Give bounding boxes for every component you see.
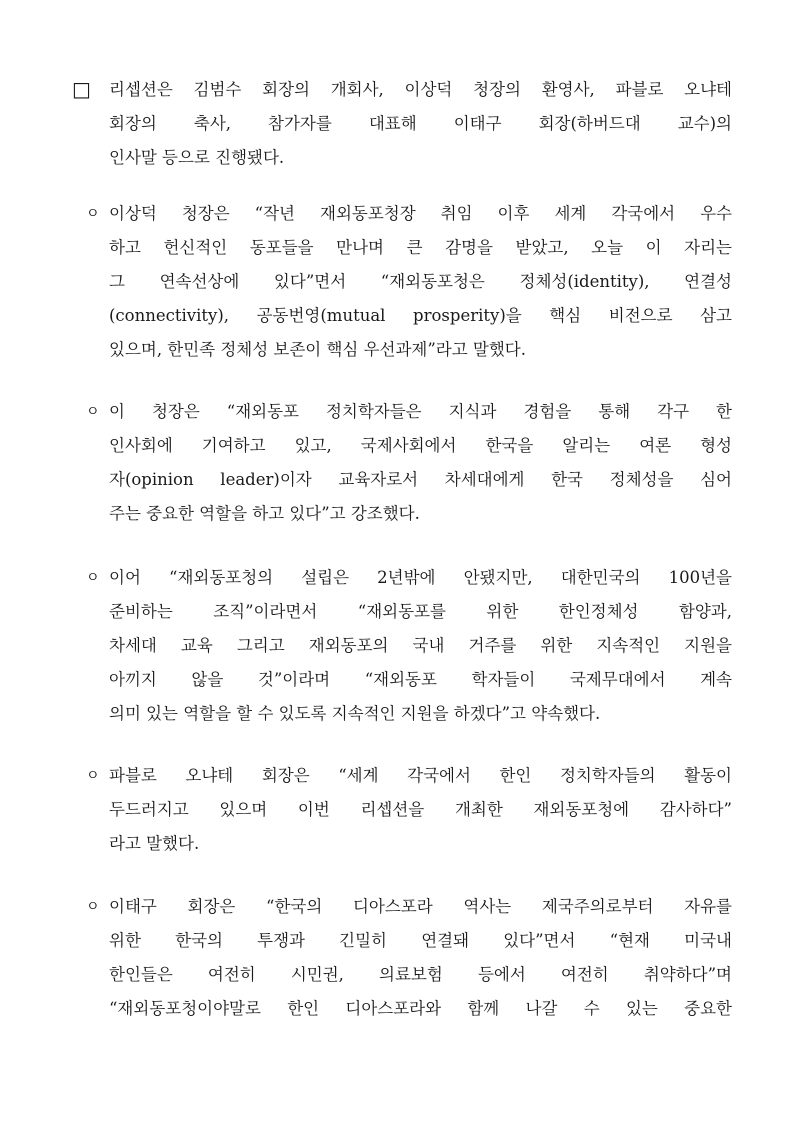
- circle-bullet-icon: ㅇ: [86, 768, 100, 784]
- text-line: 준비하는 조직”이라면서 “재외동포를 위한 한인정체성 함양과,: [109, 602, 732, 621]
- text-line: 차세대 교육 그리고 재외동포의 국내 거주를 위한 지속적인 지원을: [109, 636, 732, 655]
- text-line: 이상덕 청장은 “작년 재외동포청장 취임 이후 세계 각국에서 우수: [109, 204, 732, 223]
- paragraph-lee-remarks: [72, 890, 732, 1026]
- text-line: “재외동포청이야말로 한인 디아스포라와 함께 나갈 수 있는 중요한: [109, 999, 732, 1018]
- text-line: 라고 말했다.: [109, 834, 200, 853]
- paragraph-agency-commitment: [72, 561, 732, 731]
- text-line: 파블로 오냐테 회장은 “세계 각국에서 한인 정치학자들의 활동이: [109, 766, 732, 785]
- paragraph-reception-overview: [72, 73, 732, 175]
- circle-bullet-icon: ㅇ: [86, 570, 100, 586]
- text-line: 자(opinion leader)이자 교육자로서 차세대에게 한국 정체성을 심어: [109, 470, 732, 489]
- paragraph-commissioner-welcome: [72, 197, 732, 367]
- text-line: 두드러지고 있으며 이번 리셉션을 개최한 재외동포청에 감사하다”: [109, 800, 732, 819]
- text-line: 이태구 회장은 “한국의 디아스포라 역사는 제국주의로부터 자유를: [109, 897, 732, 916]
- text-line: 하고 헌신적인 동포들을 만나며 큰 감명을 받았고, 오늘 이 자리는: [109, 238, 732, 257]
- text-line: 회장의 축사, 참가자를 대표해 이태구 회장(하버드대 교수)의: [109, 114, 732, 133]
- text-line: (connectivity), 공동번영(mutual prosperity)을 핵심 비전으로 삼고: [109, 306, 732, 325]
- circle-bullet-icon: ㅇ: [86, 899, 100, 915]
- paragraph-scholars-role: [72, 395, 732, 531]
- circle-bullet-icon: ㅇ: [86, 404, 100, 420]
- text-line: 주는 중요한 역할을 하고 있다”고 강조했다.: [109, 504, 420, 523]
- text-line: 그 연속선상에 있다”면서 “재외동포청은 정체성(identity), 연결성: [109, 272, 732, 291]
- text-line: 리셉션은 김범수 회장의 개회사, 이상덕 청장의 환영사, 파블로 오냐테: [109, 80, 732, 99]
- paragraph-onate-remarks: [72, 759, 732, 861]
- text-line: 인사말 등으로 진행됐다.: [109, 148, 285, 167]
- text-line: 이 청장은 “재외동포 정치학자들은 지식과 경험을 통해 각구 한: [109, 402, 732, 421]
- square-bullet-icon: □: [72, 77, 91, 101]
- text-line: 위한 한국의 투쟁과 긴밀히 연결돼 있다”면서 “현재 미국내: [109, 931, 732, 950]
- text-line: 인사회에 기여하고 있고, 국제사회에서 한국을 알리는 여론 형성: [109, 436, 732, 455]
- text-line: 의미 있는 역할을 할 수 있도록 지속적인 지원을 하겠다”고 약속했다.: [109, 704, 601, 723]
- circle-bullet-icon: ㅇ: [86, 206, 100, 222]
- text-line: 한인들은 여전히 시민권, 의료보험 등에서 여전히 취약하다”며: [109, 965, 732, 984]
- text-line: 아끼지 않을 것”이라며 “재외동포 학자들이 국제무대에서 계속: [109, 670, 732, 689]
- text-line: 있으며, 한민족 정체성 보존이 핵심 우선과제”라고 말했다.: [109, 340, 526, 359]
- text-line: 이어 “재외동포청의 설립은 2년밖에 안됐지만, 대한민국의 100년을: [109, 568, 732, 587]
